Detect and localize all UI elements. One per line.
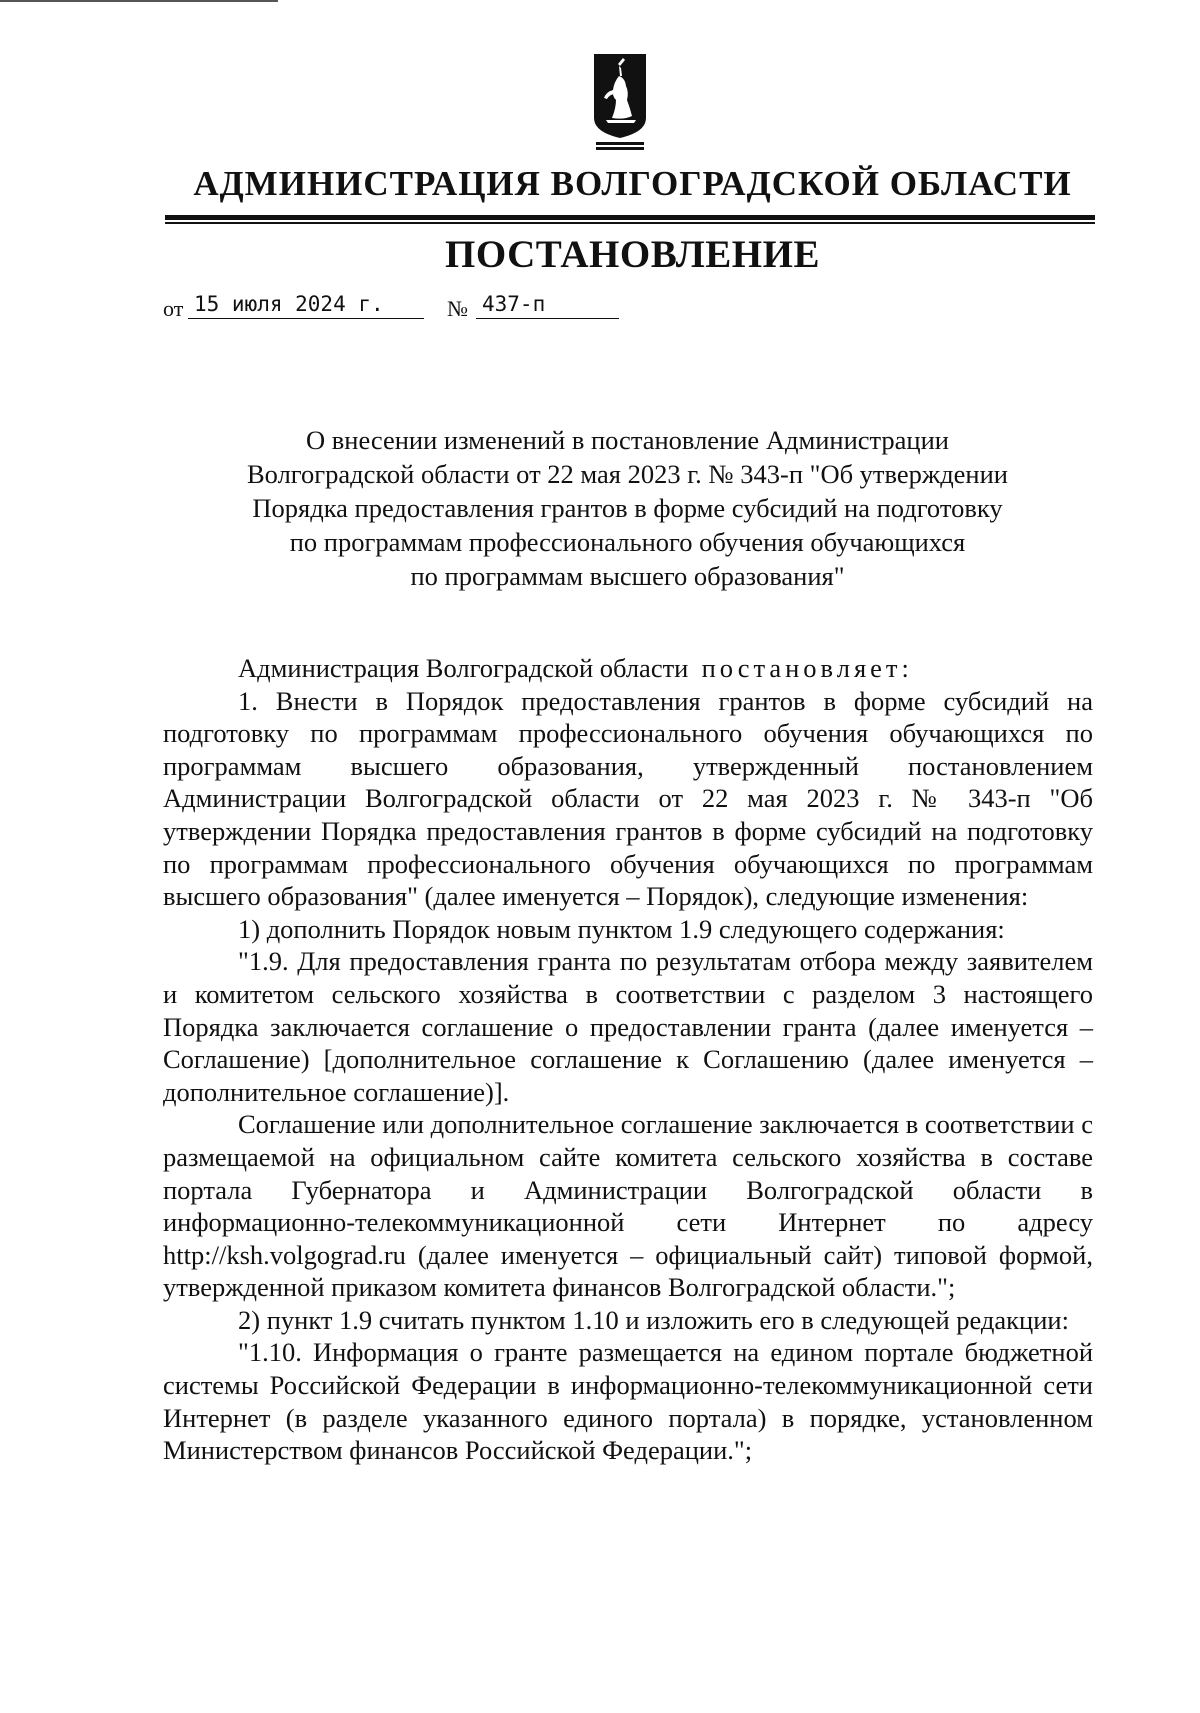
document-date: 15 июля 2024 г. [188, 292, 424, 319]
document-number: 437-п [476, 292, 619, 319]
document-body [163, 652, 1093, 1467]
body-paragraph: Соглашение или дополнительное соглашение заключается в соответствии с размещаемой на официальном сайте комитета сельского хозяйства в составе портала Губернатора и Администрации Волгоградской области в информационно-телекоммуникационной сети Интернет по адресу http://ksh.volgograd.ru (далее именуется – официальный сайт) типовой формой, утвержденной приказом комитета финансов Волгоградской области."; [163, 1109, 1093, 1303]
organization-title: АДМИНИСТРАЦИЯ ВОЛГОГРАДСКОЙ ОБЛАСТИ [193, 164, 1072, 203]
subject-line: Волгоградской области от 22 мая 2023 г. № 343-п "Об утверждении [247, 459, 1008, 489]
body-paragraph: "1.9. Для предоставления гранта по результатам отбора между заявителем и комитетом сельского хозяйства в соответствии с разделом 3 настоящего Порядка заключается соглашение о предоставлении гранта (далее именуется – Соглашение) [дополнительное соглашение к Соглашению (далее именуется – дополнительное соглашение)]. [163, 946, 1093, 1107]
body-paragraph: 2) пункт 1.9 считать пунктом 1.10 и изложить его в следующей редакции: [238, 1304, 1069, 1335]
body-paragraph: 1) дополнить Порядок новым пунктом 1.9 следующего содержания: [238, 913, 1005, 944]
subject-line: Порядка предоставления грантов в форме субсидий на подготовку [252, 493, 1003, 523]
body-paragraph: "1.10. Информация о гранте размещается на едином портале бюджетной системы Российской Федерации в информационно-телекоммуникационной сети Интернет (в разделе указанного единого портала) в порядке, установленном Министерством финансов Российской Федерации."; [163, 1337, 1093, 1466]
intro-prefix: Администрация Волгоградской области [238, 653, 689, 683]
subject-line: по программам высшего образования" [410, 561, 845, 591]
subject-line: О внесении изменений в постановление Администрации [306, 425, 949, 455]
intro-keyword: постановляет: [701, 653, 913, 683]
header-divider-thick [165, 215, 1095, 220]
subject-line: по программам профессионального обучения обучающихся [289, 527, 966, 557]
document-subject [160, 423, 1095, 593]
date-prefix: от [163, 296, 184, 321]
body-paragraph: 1. Внести в Порядок предоставления грантов в форме субсидий на подготовку по программам профессионального обучения обучающихся по программам высшего образования, утвержденный постановлением Администрации Волгоградской области от 22 мая 2023 г. № 343-п "Об утверждении Порядка предоставления грантов в форме субсидий на подготовку по программам профессионального обучения обучающихся по программам высшего образования" (далее именуется – Порядок), следующие изменения: [163, 685, 1093, 912]
scan-edge-rule [0, 0, 278, 2]
number-prefix: № [447, 296, 468, 321]
intro-paragraph [163, 652, 1093, 685]
header-divider-thin [165, 222, 1095, 224]
document-type-title: ПОСТАНОВЛЕНИЕ [444, 233, 820, 276]
volgograd-emblem-icon [592, 52, 648, 152]
